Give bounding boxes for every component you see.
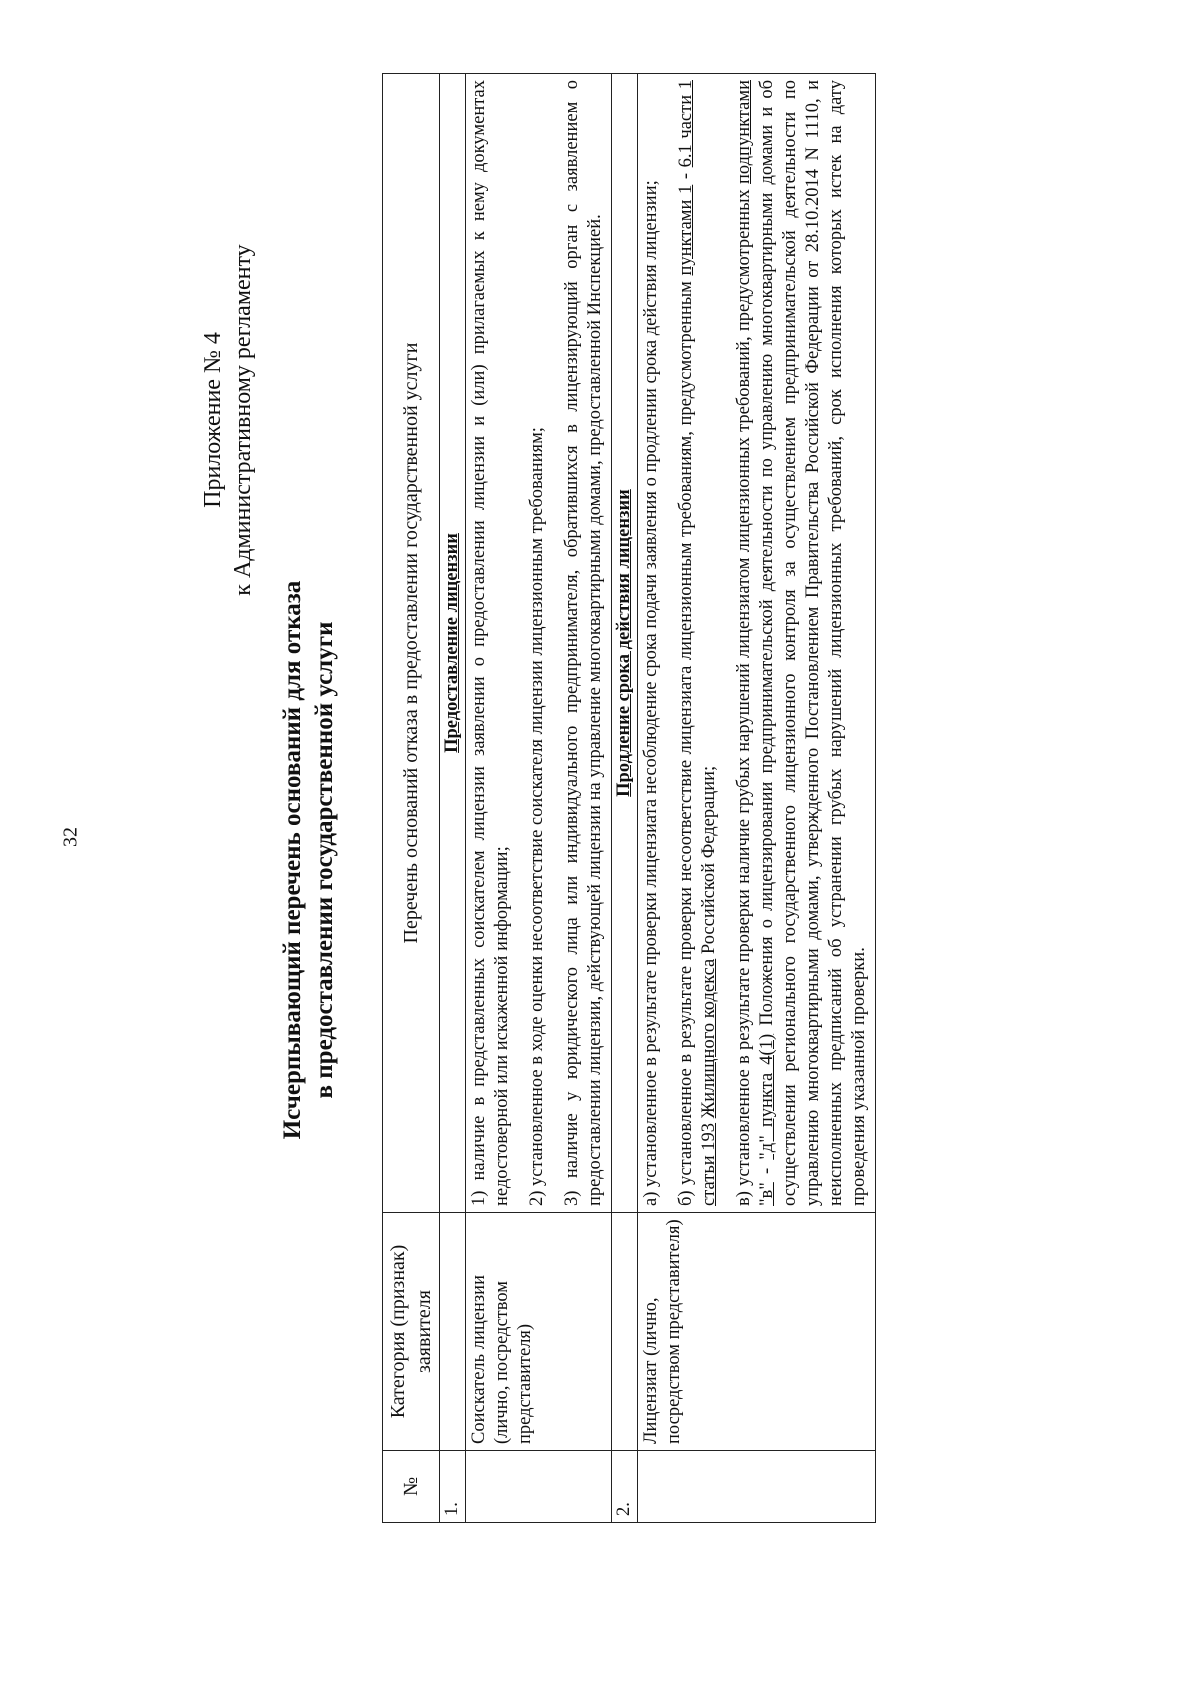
reason-text: 1) наличие в представленных соискателем лицензии заявлении о предоставлении лицензии и (или) прилагаемых к нему документах недостоверной или искаженной информации; xyxy=(469,80,512,1206)
refusal-reasons xyxy=(638,74,876,1213)
section-number: 2. xyxy=(612,1451,638,1523)
reason-text: Российской Федерации; xyxy=(699,765,719,959)
section-category-spacer xyxy=(612,1213,638,1451)
header-reasons: Перечень оснований отказа в предоставлении государственной услуги xyxy=(383,74,440,1213)
table-header-row xyxy=(383,74,440,1523)
refusal-reason-item xyxy=(733,80,871,1206)
reason-text: - xyxy=(676,167,696,185)
rotated-page-content xyxy=(190,50,1050,1550)
reason-text: - xyxy=(757,1159,777,1183)
refusal-reason-item xyxy=(526,80,549,1206)
section-title: Продление срока действия лицензии xyxy=(612,74,638,1213)
header-category: Категория (признак) заявителя xyxy=(383,1213,440,1451)
refusal-reason-item xyxy=(561,80,607,1206)
reason-text: 3) наличие у юридического лица или индивидуального предпринимателя, обратившихся в лицензирующий орган с заявлением о предоставлении лицензии, действующей лицензии на управление многоквартирными домами, предоставленной Инспекцией. xyxy=(562,80,605,1206)
applicant-category: Соискатель лицензии (лично, посредством представителя) xyxy=(466,1213,612,1451)
applicant-category: Лицензиат (лично, посредством представителя) xyxy=(638,1213,876,1451)
refusal-reason-item xyxy=(468,80,514,1206)
appendix-caption xyxy=(198,120,258,720)
appendix-number: Приложение № 4 xyxy=(200,332,226,508)
refusal-reasons-table xyxy=(382,73,876,1523)
reason-text: 2) установленное в ходе оценки несоответствие соискателя лицензии лицензионным требованиям; xyxy=(527,427,547,1206)
refusal-reasons xyxy=(466,74,612,1213)
document-title xyxy=(277,430,341,1290)
title-line-2: в предоставлении государственной услуги xyxy=(311,621,338,1099)
reason-text: в) установленное в результате проверки наличие грубых нарушений лицензиатом лицензионных требований, предусмотренных xyxy=(734,183,754,1206)
legal-reference-link[interactable]: Жилищного кодекса xyxy=(699,958,719,1119)
reason-text xyxy=(699,1118,719,1123)
section-category-spacer xyxy=(440,1213,466,1451)
row-number-spacer xyxy=(466,1451,612,1523)
header-number: № xyxy=(383,1451,440,1523)
legal-reference-link[interactable]: "д" пункта 4(1) xyxy=(757,1033,777,1160)
section-header-row xyxy=(440,74,466,1523)
section-title: Предоставление лицензии xyxy=(440,74,466,1213)
refusal-reason-item xyxy=(640,80,663,1206)
section-header-row xyxy=(612,74,638,1523)
reason-text: Положения о лицензировании предпринимательской деятельности по управлению многоквартирными домами и об осуществлении регионального государственного лицензионного контроля за осуществлением предпринимательской деятельности по управлению многоквартирными домами, утвержденного Постановлением Правительства Российской Федерации от 28.10.2014 N 1110, и неисполненных предписаний об устранении грубых нарушений лицензионных требований, срок исполнения которых истек на дату проведения указанной проверки. xyxy=(757,80,869,1206)
table-row xyxy=(466,74,612,1523)
legal-reference-link[interactable]: пунктами 1 xyxy=(676,184,696,276)
row-number-spacer xyxy=(638,1451,876,1523)
reason-text: б) установленное в результате проверки несоответствие лицензиата лицензионным требованиям, предусмотренным xyxy=(676,275,696,1206)
legal-reference-link[interactable]: 6.1 части 1 статьи 193 xyxy=(676,80,719,1206)
reason-text: а) установленное в результате проверки лицензиата несоблюдение срока подачи заявления о продлении срока действия лицензии; xyxy=(641,180,661,1206)
appendix-reference: к Административному регламенту xyxy=(230,244,256,596)
page-number: 32 xyxy=(59,827,82,847)
table-row xyxy=(638,74,876,1523)
table-body xyxy=(440,74,876,1523)
refusal-reason-item xyxy=(675,80,721,1206)
section-number: 1. xyxy=(440,1451,466,1523)
legal-reference-link[interactable]: подпунктами "в" xyxy=(734,80,777,1206)
title-line-1: Исчерпывающий перечень оснований для отказа xyxy=(279,580,306,1140)
